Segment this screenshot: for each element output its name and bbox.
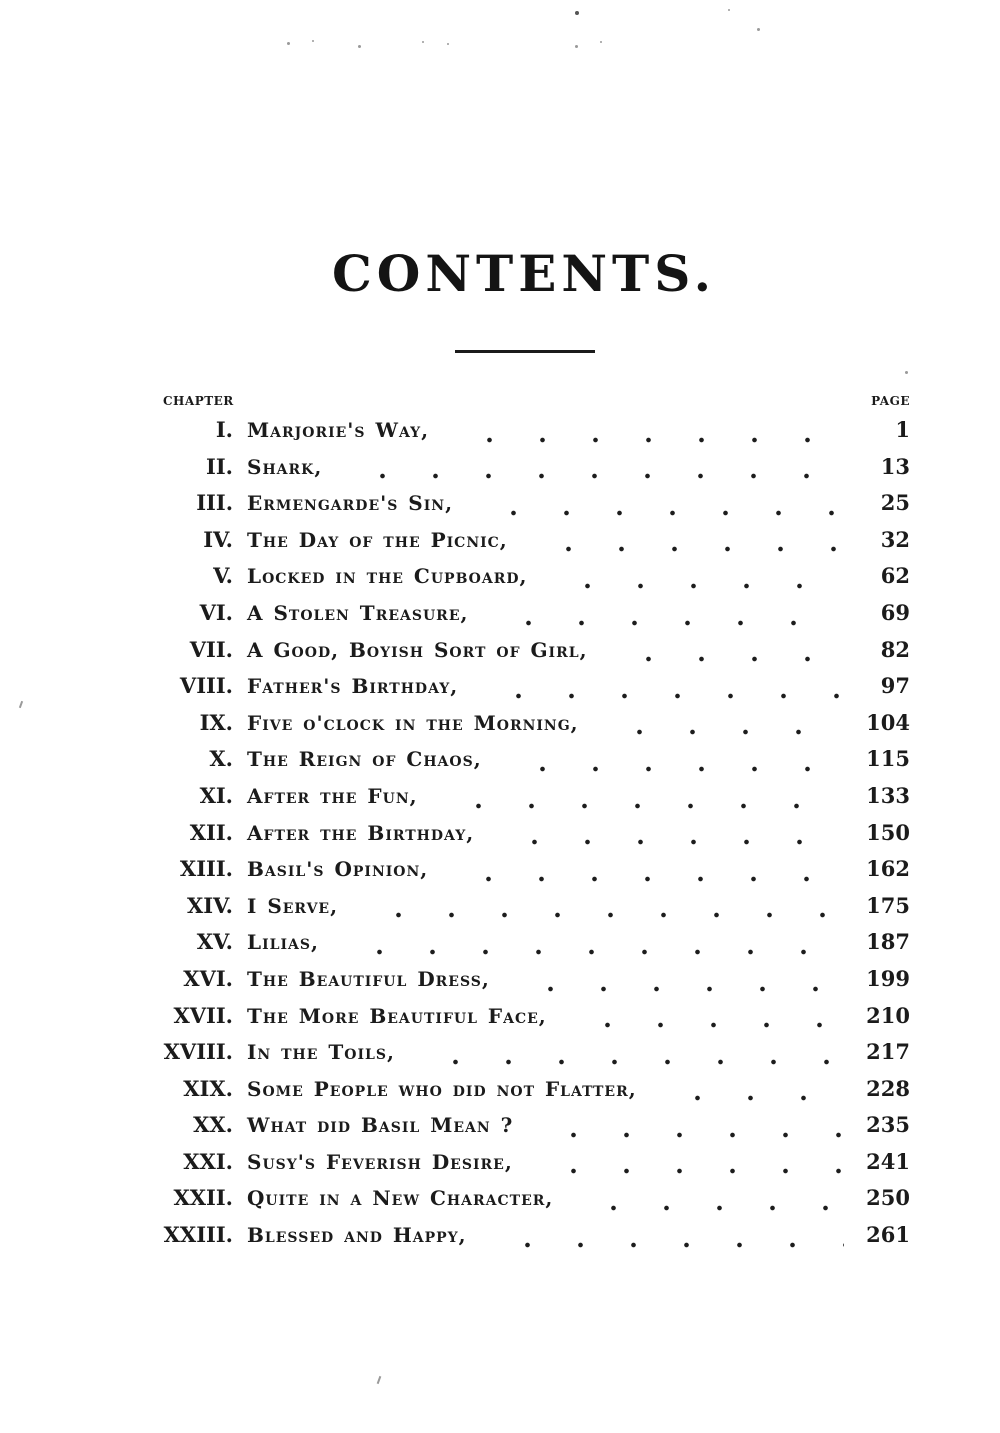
page-number: 104 xyxy=(866,709,910,735)
toc-row xyxy=(128,490,910,527)
page-number: 69 xyxy=(880,599,910,625)
dot-leader xyxy=(436,783,844,820)
chapter-title: I Serve, xyxy=(247,893,339,918)
toc-row xyxy=(128,600,910,637)
dot-leader xyxy=(340,454,844,491)
chapter-column-label: CHAPTER xyxy=(163,394,234,408)
page-number: 150 xyxy=(866,819,910,845)
page-number: 162 xyxy=(866,856,910,882)
chapter-title: In the Toils, xyxy=(247,1040,395,1065)
page-number: 115 xyxy=(866,746,910,772)
chapter-title: Some People who did not Flatter, xyxy=(247,1076,637,1101)
dot-leader xyxy=(337,929,844,966)
dot-leader xyxy=(531,1149,844,1186)
chapter-numeral: X. xyxy=(209,746,233,772)
toc-row xyxy=(128,673,910,710)
chapter-numeral: XXIII. xyxy=(163,1222,233,1248)
chapter-numeral: V. xyxy=(213,563,233,589)
scan-speck xyxy=(19,701,23,708)
page-number: 13 xyxy=(880,453,910,479)
dot-leader xyxy=(446,856,844,893)
scan-speck xyxy=(600,41,602,43)
chapter-numeral: XII. xyxy=(189,819,233,845)
dot-leader xyxy=(486,600,844,637)
chapter-numeral: XV. xyxy=(196,929,233,955)
chapter-numeral: XVII. xyxy=(173,1002,233,1028)
scan-speck xyxy=(358,45,361,48)
chapter-numeral: VIII. xyxy=(179,673,233,699)
chapter-numeral: IX. xyxy=(199,709,233,735)
chapter-title: Father's Birthday, xyxy=(247,674,459,699)
toc-row xyxy=(128,746,910,783)
chapter-numeral: XVI. xyxy=(183,965,233,991)
chapter-title: The More Beautiful Face, xyxy=(247,1003,547,1028)
chapter-title: Shark, xyxy=(247,454,323,479)
page-number: 25 xyxy=(880,490,910,516)
dot-leader xyxy=(447,417,844,454)
page-number: 228 xyxy=(866,1075,910,1101)
title-divider xyxy=(455,350,595,353)
chapter-title: Lilias, xyxy=(247,930,319,955)
chapter-title: What did Basil Mean ? xyxy=(247,1113,514,1138)
page-number: 250 xyxy=(866,1185,910,1211)
toc-row xyxy=(128,1222,910,1259)
chapter-numeral: XIV. xyxy=(186,892,233,918)
dot-leader xyxy=(413,1039,844,1076)
chapter-numeral: IV. xyxy=(203,526,233,552)
page-number: 133 xyxy=(866,782,910,808)
toc-column-headers xyxy=(128,394,910,408)
chapter-title: The Reign of Chaos, xyxy=(247,747,482,772)
page-number: 261 xyxy=(866,1222,910,1248)
page-number: 62 xyxy=(880,563,910,589)
scan-speck xyxy=(757,28,760,31)
scan-speck xyxy=(287,42,290,45)
toc-row xyxy=(128,563,910,600)
chapter-title: The Beautiful Dress, xyxy=(247,966,490,991)
chapter-numeral: III. xyxy=(196,490,233,516)
chapter-numeral: XIII. xyxy=(179,856,233,882)
chapter-title: Basil's Opinion, xyxy=(247,857,429,882)
toc-row xyxy=(128,527,910,564)
dot-leader xyxy=(471,490,844,527)
toc-row xyxy=(128,710,910,747)
toc-row xyxy=(128,417,910,454)
chapter-title: The Day of the Picnic, xyxy=(247,527,508,552)
title-block xyxy=(0,244,1000,303)
dot-leader xyxy=(485,1222,844,1259)
page-number: 82 xyxy=(880,636,910,662)
chapter-title: Blessed and Happy, xyxy=(247,1223,467,1248)
page-number: 241 xyxy=(866,1148,910,1174)
chapter-title: After the Birthday, xyxy=(247,820,475,845)
toc-row xyxy=(128,929,910,966)
dot-leader xyxy=(531,1112,844,1149)
page-number: 199 xyxy=(866,965,910,991)
page-number: 97 xyxy=(880,673,910,699)
dot-leader xyxy=(508,966,844,1003)
page-number: 217 xyxy=(866,1039,910,1065)
scan-speck xyxy=(905,371,908,374)
page-number: 1 xyxy=(895,417,910,442)
chapter-numeral: XIX. xyxy=(183,1075,233,1101)
scan-speck xyxy=(728,9,730,11)
toc-row xyxy=(128,1149,910,1186)
dot-leader xyxy=(356,893,844,930)
chapter-numeral: XI. xyxy=(199,782,233,808)
dot-leader xyxy=(597,710,844,747)
chapter-title: A Good, Boyish Sort of Girl, xyxy=(247,637,588,662)
dot-leader xyxy=(606,637,844,674)
toc-row xyxy=(128,637,910,674)
scan-speck xyxy=(575,45,578,48)
chapter-title: Marjorie's Way, xyxy=(247,418,430,442)
table-of-contents xyxy=(128,417,910,1259)
page-column-label: PAGE xyxy=(871,394,910,408)
toc-row xyxy=(128,966,910,1003)
scan-speck xyxy=(422,41,424,43)
scan-speck xyxy=(575,11,579,15)
toc-row xyxy=(128,1185,910,1222)
scan-speck xyxy=(447,43,449,45)
chapter-numeral: VI. xyxy=(199,599,233,625)
toc-row xyxy=(128,1039,910,1076)
page-title: CONTENTS. xyxy=(331,244,716,303)
page-number: 32 xyxy=(880,526,910,552)
toc-row xyxy=(128,856,910,893)
toc-row xyxy=(128,454,910,491)
chapter-title: Locked in the Cupboard, xyxy=(247,564,528,589)
chapter-title: Ermengarde's Sin, xyxy=(247,491,454,516)
dot-leader xyxy=(545,563,844,600)
chapter-numeral: XX. xyxy=(193,1112,233,1138)
chapter-title: Susy's Feverish Desire, xyxy=(247,1149,513,1174)
dot-leader xyxy=(526,527,844,564)
page-number: 187 xyxy=(866,929,910,955)
toc-row xyxy=(128,1003,910,1040)
page-number: 210 xyxy=(866,1002,910,1028)
chapter-numeral: VII. xyxy=(189,636,233,662)
toc-row xyxy=(128,893,910,930)
chapter-title: After the Fun, xyxy=(247,783,418,808)
toc-row xyxy=(128,783,910,820)
dot-leader xyxy=(500,746,844,783)
chapter-numeral: I. xyxy=(215,417,233,442)
dot-leader xyxy=(565,1003,844,1040)
chapter-title: Quite in a New Character, xyxy=(247,1186,554,1211)
toc-row xyxy=(128,820,910,857)
scan-speck xyxy=(377,1376,382,1384)
dot-leader xyxy=(655,1076,844,1113)
chapter-numeral: II. xyxy=(206,453,233,479)
toc-row xyxy=(128,1076,910,1113)
chapter-title: A Stolen Treasure, xyxy=(247,600,469,625)
page-number: 175 xyxy=(866,892,910,918)
dot-leader xyxy=(476,673,844,710)
chapter-numeral: XVIII. xyxy=(163,1039,233,1065)
dot-leader xyxy=(492,820,844,857)
chapter-numeral: XXII. xyxy=(173,1185,233,1211)
chapter-title: Five o'clock in the Morning, xyxy=(247,710,579,735)
toc-row xyxy=(128,1112,910,1149)
scan-speck xyxy=(312,40,314,42)
chapter-numeral: XXI. xyxy=(183,1148,233,1174)
page-number: 235 xyxy=(866,1112,910,1138)
dot-leader xyxy=(571,1185,844,1222)
